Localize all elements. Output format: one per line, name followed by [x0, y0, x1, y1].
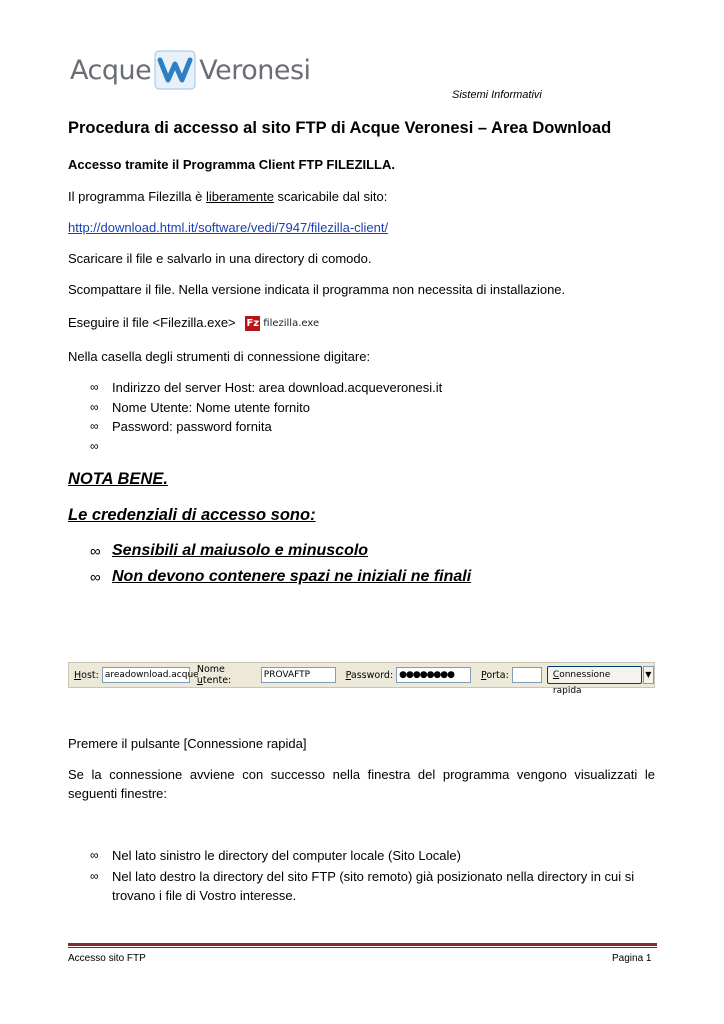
- logo-wave-icon: [154, 50, 196, 90]
- filezilla-exe-label: filezilla.exe: [263, 318, 320, 330]
- logo-word-left: Acque: [70, 54, 152, 86]
- paragraph-download-info: [68, 188, 387, 205]
- company-logo: [70, 48, 311, 92]
- connection-fields-list: [90, 379, 442, 457]
- bullet-icon: ∞: [90, 438, 99, 453]
- password-label: Password:: [345, 669, 394, 681]
- p1-after: scaricabile dal sito:: [273, 189, 388, 204]
- paragraph-toolbar-instructions: Nella casella degli strumenti di connessione digitare:: [68, 349, 371, 364]
- credentials-heading: Le credenziali di accesso sono:: [68, 506, 316, 524]
- list-item-text: Nel lato destro la directory del sito FTP (sito remoto) già posizionato nella directory in cui si trovano i file di Vostro interesse.: [112, 868, 635, 903]
- list-item: [90, 564, 471, 590]
- bullet-icon: ∞: [90, 542, 101, 560]
- page-title: Procedura di accesso al sito FTP di Acque Veronesi – Area Download: [68, 119, 612, 137]
- list-item: [90, 867, 656, 905]
- list-item-text: Nel lato sinistro le directory del computer locale (Sito Locale): [112, 848, 461, 863]
- list-item: [90, 538, 471, 564]
- quickconnect-toolbar: [68, 662, 655, 696]
- p4-text: Eseguire il file <Filezilla.exe>: [68, 315, 236, 330]
- list-item: [90, 418, 442, 438]
- footer-left-text: Accesso sito FTP: [68, 953, 146, 964]
- username-label: Nome utente:: [196, 664, 232, 686]
- chevron-down-icon[interactable]: ▼: [643, 666, 654, 684]
- username-input[interactable]: PROVAFTP: [261, 667, 336, 683]
- footer-rule-thick: [68, 943, 657, 946]
- bullet-icon: ∞: [90, 568, 101, 586]
- p1-underlined: liberamente: [206, 189, 274, 204]
- bullet-icon: ∞: [90, 868, 99, 883]
- list-item-text: Non devono contenere spazi ne iniziali ne finali: [112, 568, 472, 585]
- bullet-icon: ∞: [90, 399, 99, 414]
- password-input[interactable]: ●●●●●●●●: [396, 667, 471, 683]
- page-number: Pagina 1: [612, 953, 652, 964]
- bullet-icon: ∞: [90, 848, 99, 862]
- port-input[interactable]: [512, 667, 542, 683]
- filezilla-logo-icon: Fz: [246, 318, 260, 330]
- filezilla-exe-icon: [245, 315, 319, 332]
- list-item: [90, 847, 656, 867]
- list-item-text: Nome Utente: Nome utente fornito: [112, 399, 310, 415]
- list-item-text: Password: password fornita: [112, 419, 272, 434]
- subtitle: Accesso tramite il Programma Client FTP FILEZILLA.: [68, 157, 395, 172]
- paragraph-connection-success: Se la connessione avviene con successo nella finestra del programma vengono visualizzati le seguenti finestre:: [68, 767, 655, 801]
- credentials-rules-list: [90, 538, 471, 590]
- download-link-line: [68, 219, 388, 236]
- footer-rule-thin: [68, 947, 657, 948]
- p1-before: Il programma Filezilla è: [68, 189, 206, 204]
- paragraph-press-button: Premere il pulsante [Connessione rapida]: [68, 736, 307, 751]
- host-input[interactable]: areadownload.acque: [102, 667, 190, 683]
- port-label: Porta:: [480, 669, 509, 681]
- list-item: [90, 399, 442, 419]
- logo-word-right: Veronesi: [199, 54, 311, 86]
- list-item: [90, 379, 442, 399]
- list-item: [90, 438, 442, 458]
- nota-bene-heading: NOTA BENE.: [68, 470, 168, 488]
- list-item-text: Sensibili al maiusolo e minuscolo: [112, 542, 369, 559]
- bullet-icon: ∞: [90, 419, 99, 433]
- paragraph-run-exe: [68, 314, 319, 332]
- host-label: Host:: [74, 669, 99, 681]
- department-label: Sistemi Informativi: [452, 89, 542, 101]
- download-link[interactable]: http://download.html.it/software/vedi/7947/filezilla-client/: [68, 220, 389, 235]
- paragraph-save-file: Scaricare il file e salvarlo in una directory di comodo.: [68, 251, 372, 266]
- list-item-text: Indirizzo del server Host: area download.acqueveronesi.it: [112, 380, 443, 395]
- paragraph-unzip: Scompattare il file. Nella versione indicata il programma non necessita di installazione.: [68, 282, 566, 297]
- bullet-icon: ∞: [90, 380, 99, 394]
- windows-list: [90, 847, 656, 905]
- quickconnect-button[interactable]: Connessione rapida: [547, 666, 642, 684]
